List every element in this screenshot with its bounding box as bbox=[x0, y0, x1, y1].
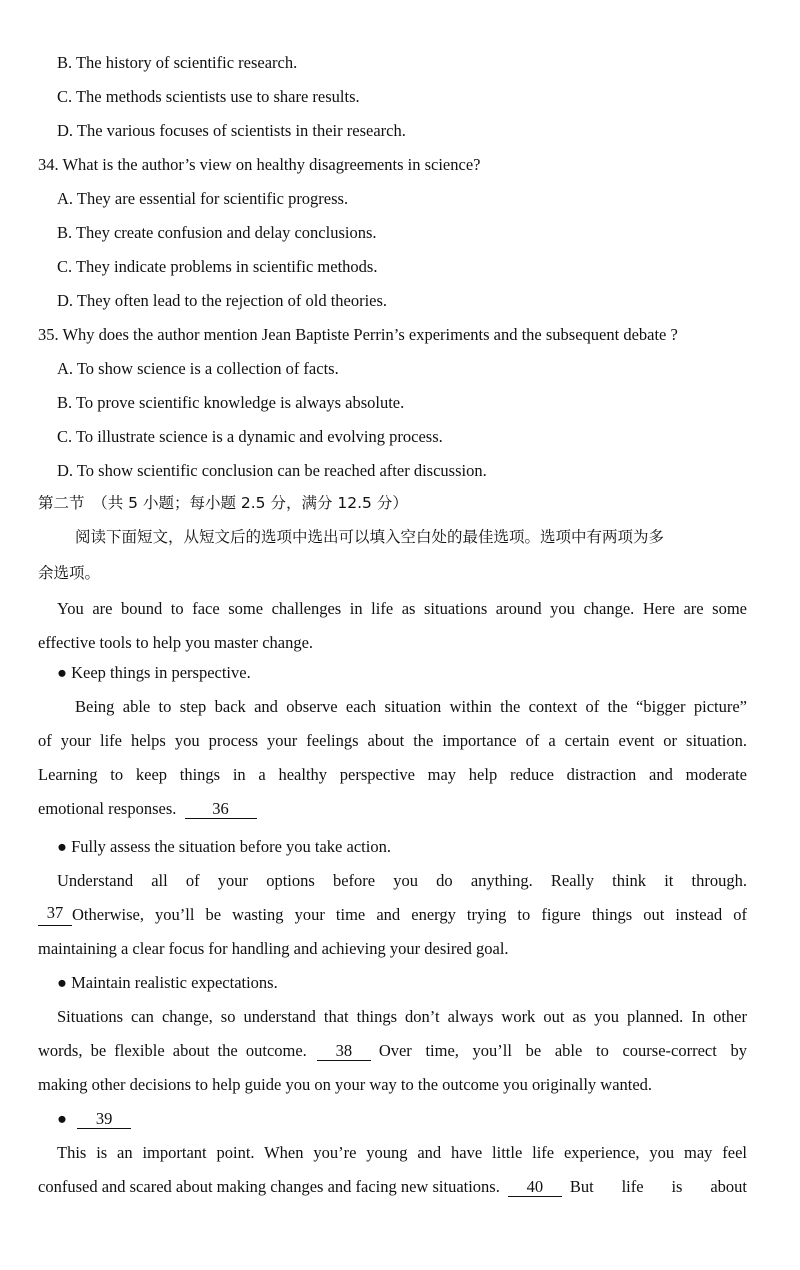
q35-option-c: C. To illustrate science is a dynamic and evolving process. bbox=[57, 427, 443, 446]
q34-option-b: B. They create confusion and delay conclusions. bbox=[57, 223, 377, 242]
p3-line2 bbox=[38, 1040, 747, 1062]
q33-option-c: C. The methods scientists use to share results. bbox=[57, 87, 360, 106]
q34-option-c: C. They indicate problems in scientific methods. bbox=[57, 257, 378, 276]
blank-39: 39 bbox=[77, 1110, 131, 1129]
blank-37: 37 bbox=[38, 904, 72, 926]
q35-option-b: B. To prove scientific knowledge is always absolute. bbox=[57, 393, 405, 412]
q33-option-d: D. The various focuses of scientists in their research. bbox=[57, 121, 406, 140]
passage-intro-line2: effective tools to help you master change. bbox=[38, 633, 314, 652]
q35-option-d: D. To show scientific conclusion can be reached after discussion. bbox=[57, 461, 487, 480]
blank-36: 36 bbox=[185, 800, 257, 819]
p4-line2-post: But life is about bbox=[569, 1177, 747, 1196]
p4-line1: This is an important point. When you’re young and have little life experience, you may feel bbox=[57, 1143, 747, 1162]
p1-line2: of your life helps you process your feelings about the importance of a certain event or situation. bbox=[38, 731, 747, 750]
p3-line3: making other decisions to help guide you on your way to the outcome you originally wanted. bbox=[38, 1075, 653, 1094]
p2-line2-text: Otherwise, you’ll be wasting your time and energy trying to figure things out instead of bbox=[72, 905, 747, 924]
q34-option-a: A. They are essential for scientific progress. bbox=[57, 189, 349, 208]
q34-option-d: D. They often lead to the rejection of old theories. bbox=[57, 291, 388, 310]
bullet-assess-situation: ● Fully assess the situation before you take action. bbox=[57, 837, 391, 856]
p1-line4 bbox=[38, 798, 257, 820]
p3-line1: Situations can change, so understand that things don’t always work out as you planned. In other bbox=[57, 1007, 747, 1026]
section2-instruction-line1: 阅读下面短文，从短文后的选项中选出可以填入空白处的最佳选项。选项中有两项为多 bbox=[75, 528, 665, 546]
blank-38: 38 bbox=[317, 1042, 371, 1061]
bullet-dot: ● bbox=[57, 1109, 67, 1128]
section2-instruction-line2: 余选项。 bbox=[38, 564, 101, 582]
p2-line2 bbox=[38, 904, 747, 926]
p2-line3: maintaining a clear focus for handling and achieving your desired goal. bbox=[38, 939, 509, 958]
p1-line3: Learning to keep things in a healthy perspective may help reduce distraction and moderate bbox=[38, 765, 747, 784]
p1-line4-text: emotional responses. bbox=[38, 799, 177, 818]
section2-header: 第二节 （共 5 小题；每小题 2.5 分，满分 12.5 分） bbox=[38, 494, 408, 512]
bullet-keep-perspective: ● Keep things in perspective. bbox=[57, 663, 251, 682]
p3-line2-pre: words, be flexible about the outcome. bbox=[38, 1041, 307, 1060]
q33-option-b: B. The history of scientific research. bbox=[57, 53, 298, 72]
bullet-39 bbox=[57, 1108, 131, 1130]
p1-line1: Being able to step back and observe each situation within the context of the “bigger picture” bbox=[75, 697, 747, 716]
p2-line1: Understand all of your options before you do anything. Really think it through. bbox=[57, 871, 747, 890]
p3-line2-post: Over time, you’ll be able to course-correct by bbox=[378, 1041, 747, 1060]
q35-stem: 35. Why does the author mention Jean Baptiste Perrin’s experiments and the subsequent debate ? bbox=[38, 325, 678, 344]
blank-40: 40 bbox=[508, 1178, 562, 1197]
q34-stem: 34. What is the author’s view on healthy disagreements in science? bbox=[38, 155, 481, 174]
p4-line2 bbox=[38, 1176, 747, 1198]
p4-line2-pre: confused and scared about making changes and facing new situations. bbox=[38, 1177, 500, 1196]
bullet-realistic-expectations: ● Maintain realistic expectations. bbox=[57, 973, 278, 992]
passage-intro-line1: You are bound to face some challenges in life as situations around you change. Here are some bbox=[57, 599, 747, 618]
q35-option-a: A. To show science is a collection of facts. bbox=[57, 359, 339, 378]
